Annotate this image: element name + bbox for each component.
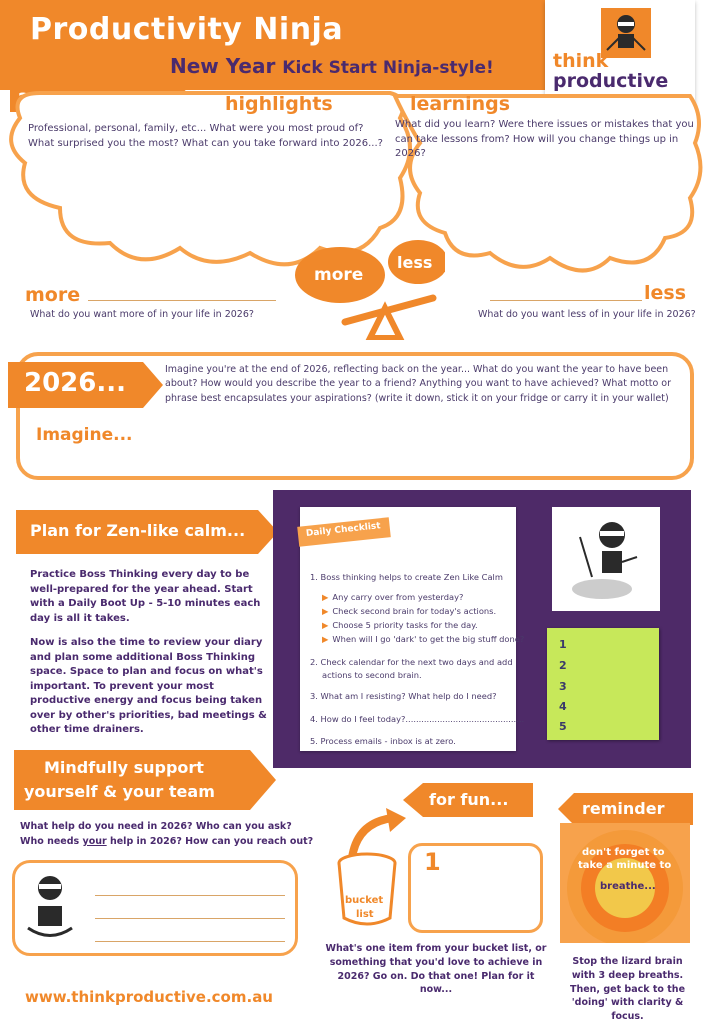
checklist-item-2a: 2. Check calendar for the next two days and add (310, 657, 513, 667)
sticky-number-1: 1 (559, 638, 567, 651)
highlights-title: highlights (225, 93, 333, 115)
checklist-sub-1 (322, 592, 463, 603)
fun-box-number: 1 (424, 848, 441, 876)
more-bubble: more (314, 265, 364, 285)
checklist-item-3: 3. What am I resisting? What help do I need? (310, 691, 497, 701)
sticky-number-4: 4 (559, 700, 567, 713)
fun-tag-label: for fun... (429, 790, 509, 809)
bullet-icon: ▶ (322, 634, 329, 644)
reminder-text: Stop the lizard brain with 3 deep breaths. Then, get back to the 'doing' with clarity & focus. (569, 956, 686, 1023)
mindful-line-a (95, 895, 285, 896)
plan-paragraph-1: Practice Boss Thinking every day to be well-prepared for the year ahead. Start with a Daily Boot Up - 5-10 minutes each day is all it takes. (30, 569, 261, 624)
checklist-sub-2-text: Check second brain for today's actions. (332, 606, 497, 616)
logo-think: think (553, 50, 609, 72)
bullet-icon: ▶ (322, 606, 329, 616)
checklist-sub-3-text: Choose 5 priority tasks for the day. (332, 620, 478, 630)
mindful-line-c (95, 941, 285, 942)
year-tag (8, 362, 163, 408)
reminder-line-2: take a minute to (578, 860, 672, 871)
mindful-line-2-pre: Who needs (20, 836, 83, 847)
less-label: less (644, 282, 687, 304)
imagine-label: Imagine... (36, 425, 133, 445)
checklist-sub-4-text: When will I go 'dark' to get the big stuff done? (332, 634, 525, 644)
fun-text: What's one item from your bucket list, or something that you'd love to achieve in 2026? Go on. Do that one! Plan for it now... (325, 943, 547, 996)
bullet-icon: ▶ (322, 620, 329, 630)
footer-url[interactable]: www.thinkproductive.com.au (25, 988, 273, 1006)
highlights-text: Professional, personal, family, etc... What were you most proud of? What surprised you the most? What can you take forward into 2026...? (28, 123, 383, 149)
checklist-item-2b: actions to second brain. (322, 670, 422, 680)
learnings-title: learnings (410, 93, 511, 115)
ninja-reading-icon (552, 507, 660, 611)
mindful-tag-line-1: Mindfully support (44, 758, 204, 777)
mindful-line-2 (20, 835, 313, 849)
mindful-tag-line-2: yourself & your team (24, 782, 215, 801)
plan-tag-label: Plan for Zen-like calm... (30, 521, 246, 540)
reminder-line-1: don't forget to (582, 847, 665, 858)
mindful-line-1: What help do you need in 2026? Who can you ask? (20, 821, 292, 832)
ninja-logo-icon (601, 8, 651, 58)
checklist-sub-4 (322, 634, 524, 645)
bucket-line-2: list (356, 909, 374, 920)
sticky-note (547, 628, 659, 740)
sticky-number-3: 3 (559, 680, 567, 693)
year-label: 2026... (24, 368, 126, 398)
reminder-card (560, 823, 690, 943)
checklist-sub-2 (322, 606, 496, 617)
more-line (88, 300, 276, 301)
sticky-number-5: 5 (559, 720, 567, 733)
plan-tag (16, 510, 278, 554)
bucket-line-1: bucket (345, 895, 384, 906)
logo-productive: productive (553, 70, 669, 92)
mindful-tag (14, 750, 276, 810)
page-title: Productivity Ninja (30, 12, 344, 47)
less-bubble: less (397, 253, 433, 272)
bullet-icon: ▶ (322, 592, 329, 602)
mindful-line-b (95, 918, 285, 919)
subtitle-small: Kick Start Ninja-style! (282, 58, 494, 78)
checklist-item-1: 1. Boss thinking helps to create Zen Like Calm (310, 572, 503, 582)
checklist-sub-3 (322, 620, 478, 631)
checklist-item-4: 4. How do I feel today?............................................. (310, 714, 525, 724)
reminder-tag-label: reminder (582, 799, 665, 818)
reminder-tag (558, 793, 693, 825)
sticky-number-2: 2 (559, 659, 567, 672)
checklist-sub-1-text: Any carry over from yesterday? (332, 592, 464, 602)
mindful-line-2-your: your (82, 836, 107, 847)
plan-paragraph-2: Now is also the time to review your diary and plan some additional Boss Thinking space. Space to plan and focus on what's important. To prevent your most productive energy and focus being taken over by other's priorities, bad meetings & other time drainers. (30, 637, 267, 735)
imagine-text: Imagine you're at the end of 2026, reflecting back on the year... What do you want the year to have been about? How would you describe the year to a friend? Anything you want to have achieved? What motto or phrase best encapsulates your aspirations? (write it down, stick it on your fridge or carry it in your wallet) (165, 364, 672, 404)
subtitle-big: New Year (170, 54, 276, 78)
less-prompt: What do you want less of in your life in 2026? (478, 309, 696, 320)
less-line (490, 300, 642, 301)
page-subtitle (170, 54, 494, 78)
learnings-text: What did you learn? Were there issues or mistakes that you can take lessons from? How will you change things up in 2026? (395, 119, 694, 159)
mindful-line-2-post: help in 2026? How can you reach out? (106, 836, 314, 847)
checklist-title: Daily Checklist (305, 521, 382, 539)
ninja-photo (552, 507, 660, 611)
reminder-breathe: breathe... (600, 881, 656, 892)
more-prompt: What do you want more of in your life in 2026? (30, 309, 254, 320)
fun-tag (403, 783, 533, 817)
checklist-item-5: 5. Process emails - inbox is at zero. (310, 736, 456, 746)
more-label: more (25, 284, 81, 306)
ninja-meditating-icon (20, 868, 80, 948)
